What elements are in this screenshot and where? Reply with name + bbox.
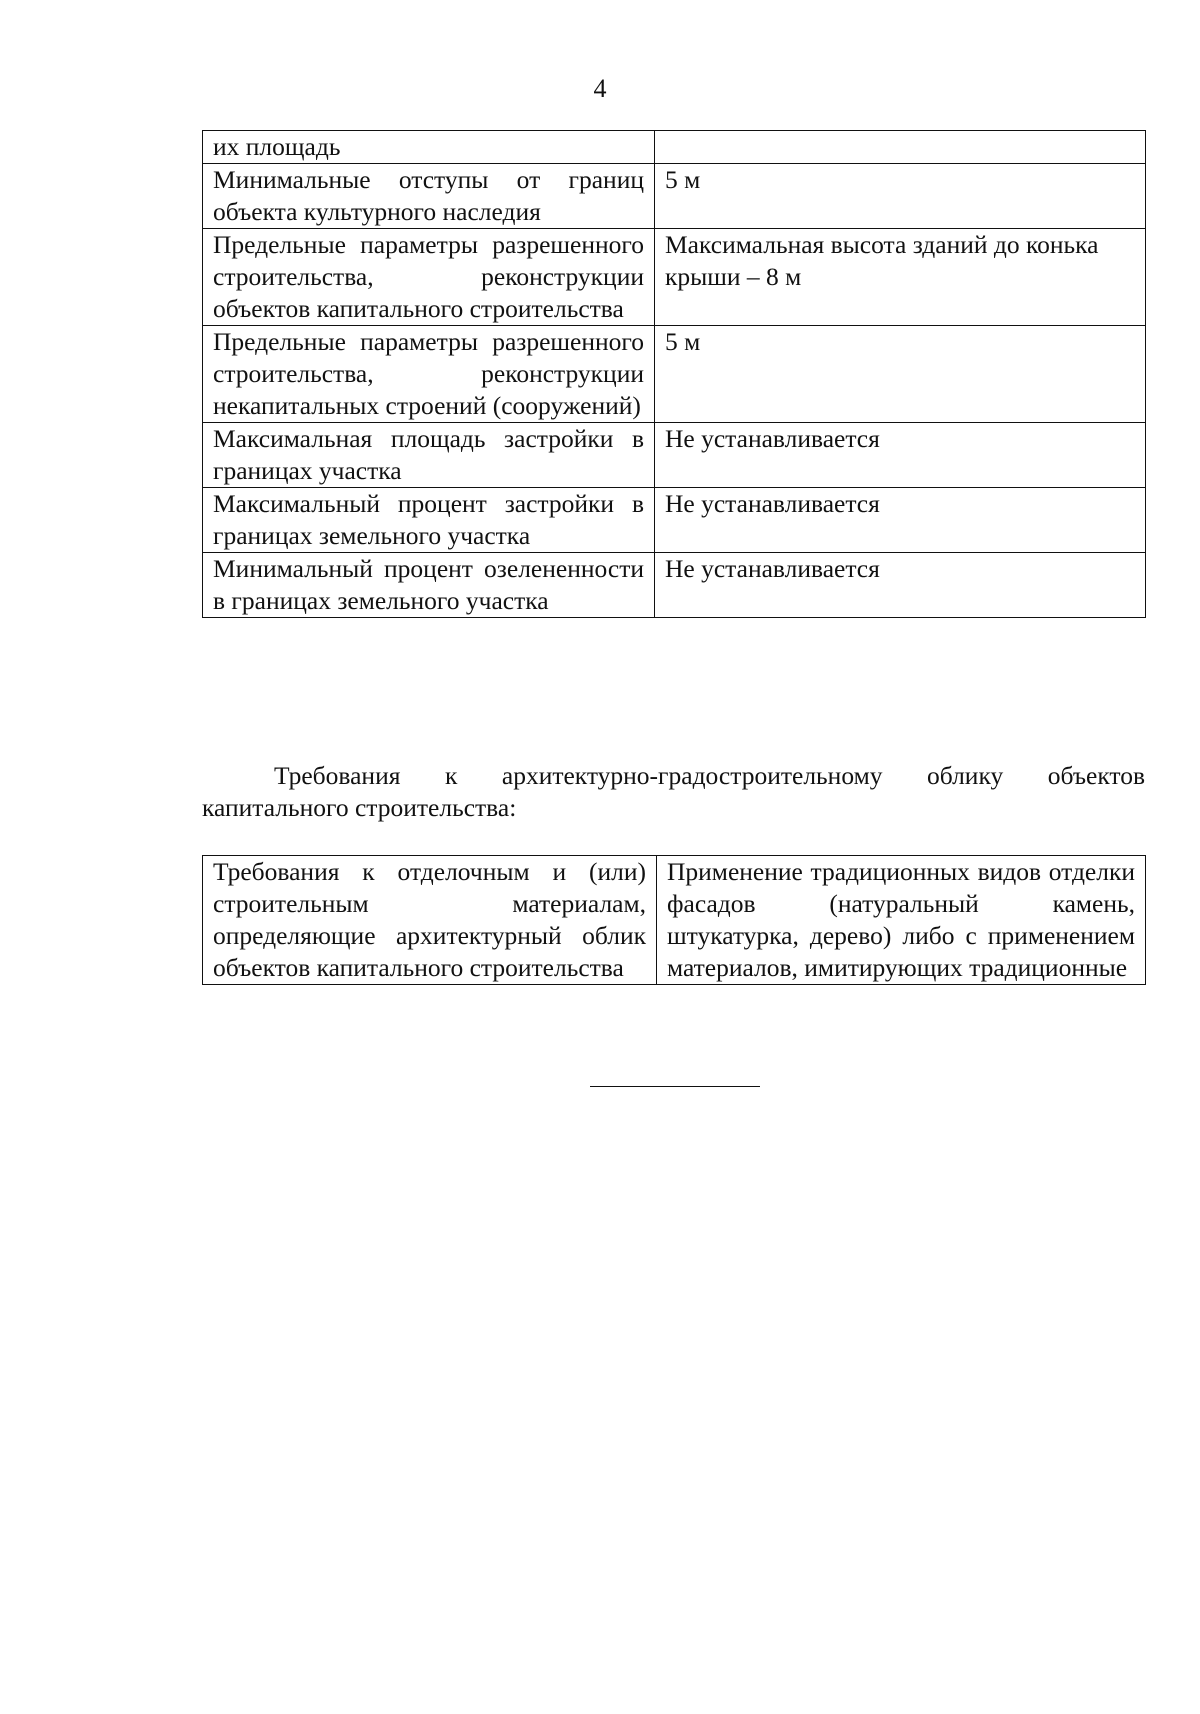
page-number: 4 — [593, 74, 607, 103]
value-cell: 5 м — [655, 164, 1146, 229]
value-cell: Максимальная высота зданий до конька крыши – 8 м — [655, 229, 1146, 326]
parameter-cell: Предельные параметры разрешенного строительства, реконструкции некапитальных строений (сооружений) — [203, 326, 655, 423]
parameter-cell: Максимальная площадь застройки в границах участка — [203, 423, 655, 488]
value-cell: Применение традиционных видов отделки фасадов (натуральный камень, штукатурка, дерево) либо с применением материалов, имитирующих традиционные — [657, 856, 1146, 985]
parameter-cell: их площадь — [203, 131, 655, 164]
value-cell — [655, 131, 1146, 164]
table-row — [203, 131, 1146, 164]
table-row — [203, 164, 1146, 229]
table-row — [203, 423, 1146, 488]
requirements-paragraph: Требования к архитектурно-градостроительному облику объектов капитального строительства: — [202, 761, 1145, 822]
value-cell: Не устанавливается — [655, 423, 1146, 488]
parameter-cell: Предельные параметры разрешенного строительства, реконструкции объектов капитального строительства — [203, 229, 655, 326]
parameter-cell: Минимальный процент озелененности в границах земельного участка — [203, 553, 655, 618]
appearance-requirements-table — [202, 855, 1146, 985]
end-divider — [590, 1086, 760, 1087]
table-row — [203, 488, 1146, 553]
parameters-table — [202, 130, 1146, 618]
parameter-cell: Минимальные отступы от границ объекта культурного наследия — [203, 164, 655, 229]
table-row — [203, 553, 1146, 618]
parameter-cell: Максимальный процент застройки в границах земельного участка — [203, 488, 655, 553]
table-row — [203, 856, 1146, 985]
parameter-cell: Требования к отделочным и (или) строительным материалам, определяющие архитектурный облик объектов капитального строительства — [203, 856, 657, 985]
table-row — [203, 229, 1146, 326]
value-cell: Не устанавливается — [655, 553, 1146, 618]
value-cell: 5 м — [655, 326, 1146, 423]
value-cell: Не устанавливается — [655, 488, 1146, 553]
table-row — [203, 326, 1146, 423]
